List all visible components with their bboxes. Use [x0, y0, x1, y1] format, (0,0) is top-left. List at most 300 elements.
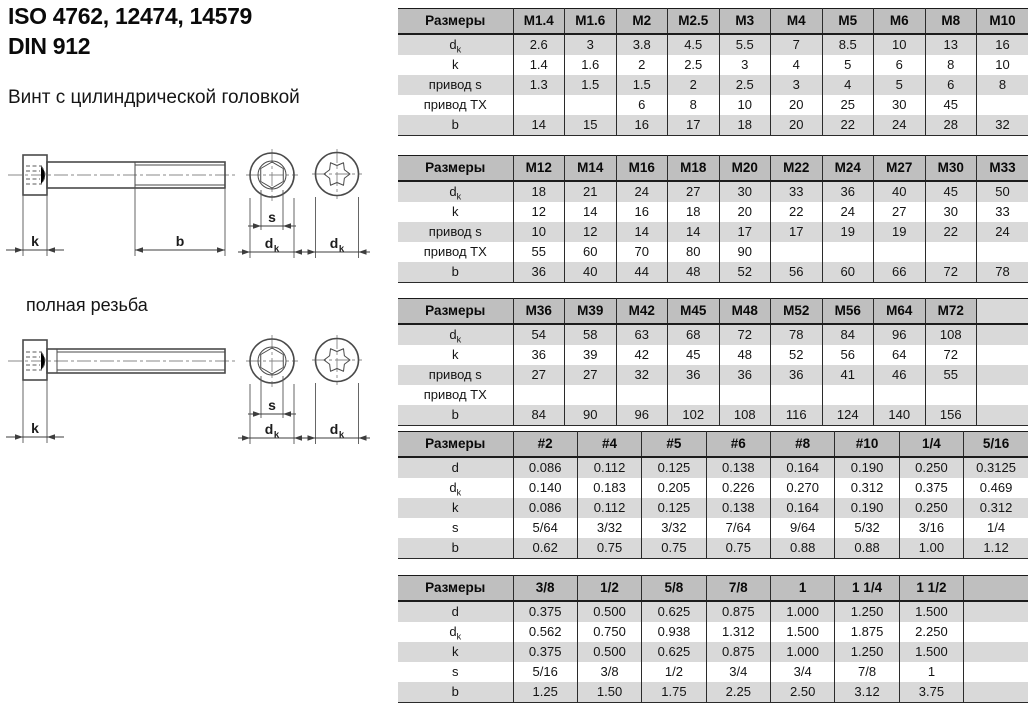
- size-column-header: 5/16: [964, 432, 1028, 458]
- value-cell: 2.25: [706, 682, 770, 703]
- value-cell: 5/16: [513, 662, 577, 682]
- row-label: привод s: [398, 222, 513, 242]
- dim-label-dk2: d: [329, 421, 339, 437]
- dimensions-table-1: [398, 8, 1028, 136]
- dim-label-k: k: [31, 233, 39, 249]
- value-cell: 4.5: [668, 34, 720, 55]
- row-label: s: [452, 520, 459, 535]
- value-cell: [964, 662, 1028, 682]
- row-label: d: [398, 457, 513, 478]
- value-cell: 0.312: [964, 498, 1028, 518]
- header-row: [398, 432, 1028, 458]
- value-cell: 0.938: [642, 622, 706, 642]
- value-cell: 8.5: [822, 34, 874, 55]
- value-cell: 0.750: [577, 622, 641, 642]
- end-view-hex-socket: [246, 149, 298, 201]
- value-cell: 2.5: [719, 75, 771, 95]
- size-column-header: M56: [822, 299, 874, 325]
- screw-side-view: [8, 155, 238, 195]
- value-cell: 27: [513, 365, 565, 385]
- value-cell: 0.88: [771, 538, 835, 559]
- value-cell: 0.3125: [964, 457, 1028, 478]
- value-cell: 0.270: [771, 478, 835, 498]
- value-cell: 0.250: [899, 457, 963, 478]
- value-cell: 14: [616, 222, 668, 242]
- value-cell: 84: [513, 405, 565, 426]
- value-cell: 48: [719, 345, 771, 365]
- size-column-header: 5/8: [642, 576, 706, 602]
- value-cell: 1.312: [706, 622, 770, 642]
- table-row: [398, 642, 1028, 662]
- value-cell: 3/4: [771, 662, 835, 682]
- size-column-header: #10: [835, 432, 899, 458]
- value-cell: 3/4: [706, 662, 770, 682]
- value-cell: 116: [771, 405, 823, 426]
- value-cell: 4: [822, 75, 874, 95]
- value-cell: 1.500: [771, 622, 835, 642]
- size-column-header: M22: [771, 156, 823, 182]
- size-column-header: M3: [719, 9, 771, 35]
- value-cell: 72: [925, 262, 977, 283]
- table-row: [398, 365, 1028, 385]
- value-cell: 58: [565, 324, 617, 345]
- row-label: $d_k$: [398, 181, 513, 202]
- value-cell: 1.000: [771, 642, 835, 662]
- row-label: $d_k$: [398, 34, 513, 55]
- value-cell: 78: [771, 324, 823, 345]
- table-row: [398, 115, 1028, 136]
- value-cell: 7: [771, 34, 823, 55]
- value-cell: 1: [899, 662, 963, 682]
- value-cell: 10: [719, 95, 771, 115]
- value-cell: 0.183: [577, 478, 641, 498]
- value-cell: [771, 385, 823, 405]
- value-cell: 6: [925, 75, 977, 95]
- value-cell: 5: [822, 55, 874, 75]
- value-cell: 27: [668, 181, 720, 202]
- value-cell: 52: [719, 262, 771, 283]
- value-cell: 64: [874, 345, 926, 365]
- value-cell: 1/2: [642, 662, 706, 682]
- value-cell: 3.8: [616, 34, 668, 55]
- row-label: привод TX: [423, 244, 487, 259]
- value-cell: 17: [771, 222, 823, 242]
- value-cell: 0.75: [706, 538, 770, 559]
- value-cell: 3.12: [835, 682, 899, 703]
- value-cell: 0.086: [513, 457, 577, 478]
- value-cell: [513, 95, 565, 115]
- value-cell: 60: [565, 242, 617, 262]
- value-cell: 21: [565, 181, 617, 202]
- corner-header: Размеры: [398, 576, 513, 602]
- value-cell: 0.312: [835, 478, 899, 498]
- value-cell: 24: [616, 181, 668, 202]
- value-cell: 3: [771, 75, 823, 95]
- value-cell: 30: [719, 181, 771, 202]
- value-cell: [964, 622, 1028, 642]
- value-cell: 70: [616, 242, 668, 262]
- value-cell: 32: [616, 365, 668, 385]
- value-cell: 72: [719, 324, 771, 345]
- value-cell: 3/32: [577, 518, 641, 538]
- table-row: [398, 622, 1028, 642]
- value-cell: 1.875: [835, 622, 899, 642]
- table-row: [398, 202, 1028, 222]
- size-column-header: M4: [771, 9, 823, 35]
- size-column-header: M72: [925, 299, 977, 325]
- size-column-header: M30: [925, 156, 977, 182]
- value-cell: [964, 601, 1028, 622]
- size-column-header: M42: [616, 299, 668, 325]
- value-cell: 2.50: [771, 682, 835, 703]
- header-row: [398, 9, 1028, 35]
- row-label: b: [398, 405, 513, 426]
- size-column-header: M2.5: [668, 9, 720, 35]
- page-title-iso: ISO 4762, 12474, 14579: [8, 3, 253, 29]
- table-row: [398, 538, 1028, 559]
- dimensions-table-4: [398, 431, 1028, 559]
- value-cell: 108: [719, 405, 771, 426]
- value-cell: 0.205: [642, 478, 706, 498]
- dimension-dk-hex: [238, 198, 306, 258]
- value-cell: 54: [513, 324, 565, 345]
- size-column-header: M8: [925, 9, 977, 35]
- value-cell: 108: [925, 324, 977, 345]
- row-label: d: [398, 601, 513, 622]
- value-cell: 5/64: [513, 518, 577, 538]
- value-cell: 60: [822, 262, 874, 283]
- table-row: [398, 601, 1028, 622]
- table-row: [398, 478, 1028, 498]
- dim-label-dk2-sub: k: [338, 429, 345, 441]
- dimensions-table-5: [398, 575, 1028, 703]
- table-row: [398, 662, 1028, 682]
- value-cell: 27: [565, 365, 617, 385]
- value-cell: 78: [977, 262, 1029, 283]
- value-cell: [977, 95, 1029, 115]
- value-cell: 25: [822, 95, 874, 115]
- size-column-header: 1: [771, 576, 835, 602]
- header-row: [398, 299, 1028, 325]
- value-cell: 44: [616, 262, 668, 283]
- value-cell: 0.375: [513, 642, 577, 662]
- dim-label-s: s: [268, 397, 276, 413]
- value-cell: 0.88: [835, 538, 899, 559]
- size-column-header: M14: [565, 156, 617, 182]
- value-cell: 0.469: [964, 478, 1028, 498]
- value-cell: [977, 385, 1029, 405]
- value-cell: [977, 324, 1029, 345]
- end-view-hex-socket: [246, 335, 298, 387]
- value-cell: 1/4: [964, 518, 1028, 538]
- value-cell: 27: [874, 202, 926, 222]
- size-column-header: #6: [706, 432, 770, 458]
- corner-header: Размеры: [398, 299, 513, 325]
- value-cell: 2: [616, 55, 668, 75]
- size-column-header: 1 1/4: [835, 576, 899, 602]
- value-cell: 0.875: [706, 601, 770, 622]
- value-cell: 0.138: [706, 498, 770, 518]
- value-cell: 1.75: [642, 682, 706, 703]
- value-cell: 33: [771, 181, 823, 202]
- row-label: s: [452, 664, 459, 679]
- value-cell: 0.562: [513, 622, 577, 642]
- value-cell: 8: [977, 75, 1029, 95]
- value-cell: 0.500: [577, 642, 641, 662]
- value-cell: 36: [771, 365, 823, 385]
- value-cell: 124: [822, 405, 874, 426]
- value-cell: 102: [668, 405, 720, 426]
- size-column-header: M5: [822, 9, 874, 35]
- row-label: b: [398, 682, 513, 703]
- dim-label-dk: d: [264, 421, 274, 437]
- size-column-header: M12: [513, 156, 565, 182]
- value-cell: 18: [719, 115, 771, 136]
- dim-label-s: s: [268, 209, 276, 225]
- value-cell: 6: [616, 95, 668, 115]
- value-cell: 42: [616, 345, 668, 365]
- value-cell: 8: [668, 95, 720, 115]
- dimension-k: [6, 195, 64, 256]
- dim-label-dk-sub: k: [273, 429, 280, 441]
- size-column-header: M36: [513, 299, 565, 325]
- value-cell: 56: [822, 345, 874, 365]
- value-cell: 18: [668, 202, 720, 222]
- value-cell: 22: [771, 202, 823, 222]
- size-column-header: 3/8: [513, 576, 577, 602]
- value-cell: 24: [977, 222, 1029, 242]
- corner-header: Размеры: [398, 9, 513, 35]
- size-column-header: [964, 576, 1028, 602]
- row-label: привод TX: [423, 387, 487, 402]
- table-row: [398, 242, 1028, 262]
- value-cell: 6: [874, 55, 926, 75]
- size-column-header: #2: [513, 432, 577, 458]
- value-cell: 20: [771, 95, 823, 115]
- size-column-header: M10: [977, 9, 1029, 35]
- value-cell: 7/8: [835, 662, 899, 682]
- dim-label-b: b: [175, 233, 185, 249]
- size-column-header: #5: [642, 432, 706, 458]
- value-cell: 0.875: [706, 642, 770, 662]
- value-cell: 1.3: [513, 75, 565, 95]
- size-column-header: M1.4: [513, 9, 565, 35]
- row-label: k: [452, 204, 459, 219]
- value-cell: 9/64: [771, 518, 835, 538]
- value-cell: 68: [668, 324, 720, 345]
- row-label: $d_k$: [449, 480, 462, 498]
- table-row: [398, 385, 1028, 405]
- dimension-dk-torx: [304, 383, 370, 444]
- value-cell: 1.250: [835, 601, 899, 622]
- value-cell: 56: [771, 262, 823, 283]
- size-column-header: M45: [668, 299, 720, 325]
- value-cell: [822, 242, 874, 262]
- value-cell: [977, 365, 1029, 385]
- value-cell: [925, 385, 977, 405]
- value-cell: 17: [719, 222, 771, 242]
- value-cell: 90: [719, 242, 771, 262]
- value-cell: 5.5: [719, 34, 771, 55]
- value-cell: 3/8: [577, 662, 641, 682]
- row-label: b: [398, 538, 513, 559]
- value-cell: 14: [668, 222, 720, 242]
- table-row: [398, 222, 1028, 242]
- value-cell: 3: [719, 55, 771, 75]
- value-cell: 5: [874, 75, 926, 95]
- value-cell: 1.12: [964, 538, 1028, 559]
- value-cell: 1.500: [899, 642, 963, 662]
- value-cell: 12: [565, 222, 617, 242]
- size-column-header: M27: [874, 156, 926, 182]
- corner-header: Размеры: [398, 156, 513, 182]
- table-row: [398, 95, 1028, 115]
- row-label: привод s: [398, 75, 513, 95]
- table-row: [398, 181, 1028, 202]
- value-cell: 36: [513, 345, 565, 365]
- table-row: [398, 518, 1028, 538]
- row-label: b: [398, 262, 513, 283]
- value-cell: 0.75: [577, 538, 641, 559]
- size-column-header: M52: [771, 299, 823, 325]
- value-cell: 50: [977, 181, 1029, 202]
- value-cell: 10: [513, 222, 565, 242]
- value-cell: 2.250: [899, 622, 963, 642]
- value-cell: 10: [874, 34, 926, 55]
- value-cell: 0.138: [706, 457, 770, 478]
- value-cell: 7/64: [706, 518, 770, 538]
- value-cell: 0.164: [771, 498, 835, 518]
- value-cell: 0.625: [642, 601, 706, 622]
- value-cell: 48: [668, 262, 720, 283]
- dimension-k: [6, 380, 64, 443]
- value-cell: 1.00: [899, 538, 963, 559]
- value-cell: 0.250: [899, 498, 963, 518]
- value-cell: 0.140: [513, 478, 577, 498]
- dim-label-dk-sub: k: [273, 243, 280, 255]
- value-cell: 1.25: [513, 682, 577, 703]
- value-cell: 0.75: [642, 538, 706, 559]
- value-cell: 2: [668, 75, 720, 95]
- value-cell: [964, 642, 1028, 662]
- full-thread-note: полная резьба: [26, 295, 148, 315]
- value-cell: 45: [925, 181, 977, 202]
- value-cell: 17: [668, 115, 720, 136]
- value-cell: 0.112: [577, 498, 641, 518]
- row-label: b: [398, 115, 513, 136]
- size-column-header: 1 1/2: [899, 576, 963, 602]
- value-cell: 16: [616, 202, 668, 222]
- value-cell: 22: [925, 222, 977, 242]
- value-cell: [565, 385, 617, 405]
- value-cell: 8: [925, 55, 977, 75]
- value-cell: 14: [513, 115, 565, 136]
- size-column-header: [977, 299, 1029, 325]
- value-cell: 1.50: [577, 682, 641, 703]
- value-cell: 0.190: [835, 457, 899, 478]
- size-column-header: M18: [668, 156, 720, 182]
- value-cell: 16: [977, 34, 1029, 55]
- value-cell: 12: [513, 202, 565, 222]
- value-cell: [513, 385, 565, 405]
- value-cell: 63: [616, 324, 668, 345]
- value-cell: 96: [616, 405, 668, 426]
- value-cell: 3/16: [899, 518, 963, 538]
- table-row: [398, 498, 1028, 518]
- dim-label-dk2-sub: k: [338, 243, 345, 255]
- end-view-torx-socket: [312, 149, 362, 199]
- table-row: [398, 682, 1028, 703]
- value-cell: [964, 682, 1028, 703]
- value-cell: [874, 385, 926, 405]
- value-cell: 20: [719, 202, 771, 222]
- value-cell: 0.375: [513, 601, 577, 622]
- value-cell: 2.6: [513, 34, 565, 55]
- table-row: [398, 345, 1028, 365]
- value-cell: 3.75: [899, 682, 963, 703]
- value-cell: 66: [874, 262, 926, 283]
- value-cell: 84: [822, 324, 874, 345]
- value-cell: 2.5: [668, 55, 720, 75]
- value-cell: 19: [822, 222, 874, 242]
- size-column-header: M6: [874, 9, 926, 35]
- header-row: [398, 156, 1028, 182]
- value-cell: 30: [874, 95, 926, 115]
- value-cell: 72: [925, 345, 977, 365]
- table-row: [398, 262, 1028, 283]
- value-cell: 19: [874, 222, 926, 242]
- value-cell: 1.5: [565, 75, 617, 95]
- row-label: k: [398, 642, 513, 662]
- value-cell: 40: [565, 262, 617, 283]
- value-cell: 41: [822, 365, 874, 385]
- value-cell: 32: [977, 115, 1029, 136]
- value-cell: 15: [565, 115, 617, 136]
- dimension-dk-torx: [304, 197, 370, 258]
- size-column-header: M2: [616, 9, 668, 35]
- value-cell: 1.5: [616, 75, 668, 95]
- value-cell: [565, 95, 617, 115]
- dimensions-table-2: [398, 155, 1028, 283]
- value-cell: 1.000: [771, 601, 835, 622]
- value-cell: 0.125: [642, 457, 706, 478]
- value-cell: 30: [925, 202, 977, 222]
- dimensions-table-3: [398, 298, 1028, 426]
- end-view-torx-socket: [312, 335, 362, 385]
- value-cell: [616, 385, 668, 405]
- table-row: [398, 324, 1028, 345]
- value-cell: 36: [668, 365, 720, 385]
- value-cell: 36: [719, 365, 771, 385]
- value-cell: 3: [565, 34, 617, 55]
- table-row: [398, 75, 1028, 95]
- value-cell: 1.4: [513, 55, 565, 75]
- value-cell: 18: [513, 181, 565, 202]
- value-cell: 96: [874, 324, 926, 345]
- value-cell: [977, 242, 1029, 262]
- screw-drawing-partial-thread: [0, 146, 380, 268]
- page-subtitle: Винт с цилиндрической головкой: [8, 87, 300, 108]
- value-cell: [822, 385, 874, 405]
- value-cell: 0.190: [835, 498, 899, 518]
- value-cell: 52: [771, 345, 823, 365]
- size-column-header: 1/2: [577, 576, 641, 602]
- row-label: привод s: [398, 365, 513, 385]
- value-cell: 20: [771, 115, 823, 136]
- value-cell: 5/32: [835, 518, 899, 538]
- size-column-header: M20: [719, 156, 771, 182]
- value-cell: 0.500: [577, 601, 641, 622]
